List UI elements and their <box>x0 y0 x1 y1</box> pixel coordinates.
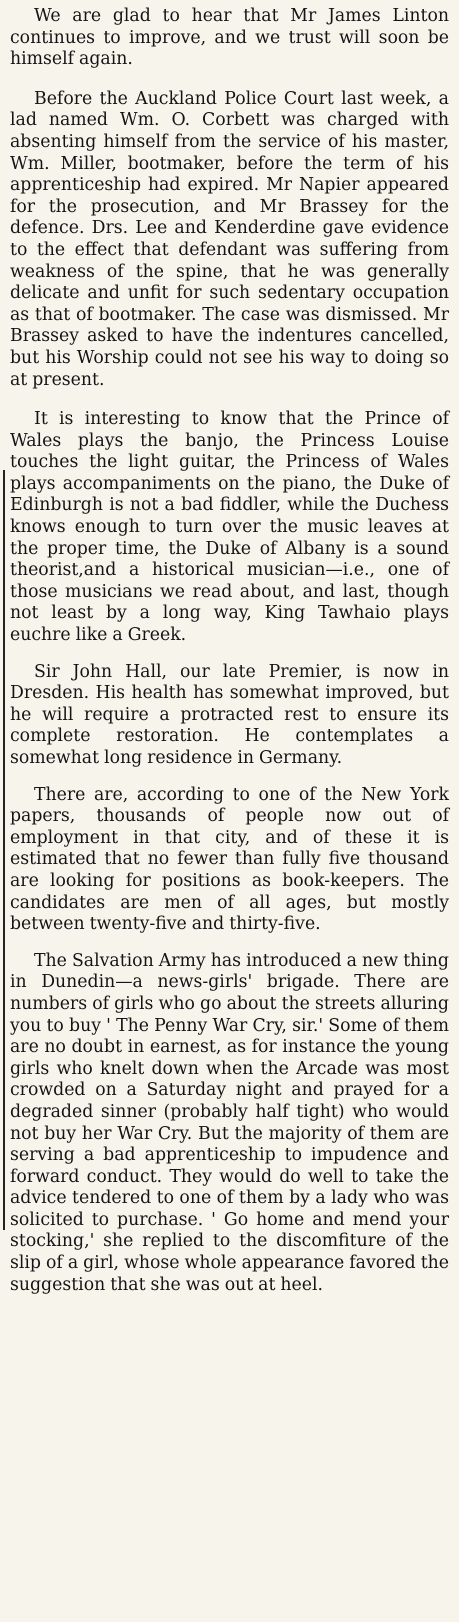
column-rule <box>3 470 5 1230</box>
paragraph-new-york: There are, according to one of the New York papers, thousands of people now out of employment in that city, and of these it is estimated that no fewer than fully five thousand are looking for positions as book-keepers. The candidates are men of all ages, but mostly between twenty-five and thirty-five. <box>10 784 449 935</box>
paragraph-john-hall: Sir John Hall, our late Premier, is now in Dresden. His health has somewhat improved, but he will require a protracted rest to ensure its complete restoration. He contemplates a somewhat long residence in Germany. <box>10 661 449 768</box>
paragraph-linton: We are glad to hear that Mr James Linton continues to improve, and we trust will soon be himself again. <box>10 6 449 70</box>
paragraph-police-court: Before the Auckland Police Court last week, a lad named Wm. O. Corbett was charged with absenting himself from the service of his master, Wm. Miller, bootmaker, before the term of his apprenticeship had expired. Mr Napier appeared for the prosecution, and Mr Brassey for the defence. Drs. Lee and Kenderdine gave evidence to the effect that defendant was suffering from weakness of the spine, that he was generally delicate and unfit for such sedentary occupation as that of bootmaker. The case was dismissed. Mr Brassey asked to have the indentures cancelled, but his Worship could not see his way to doing so at present. <box>10 88 449 390</box>
paragraph-royal-musicians: It is interesting to know that the Prince of Wales plays the banjo, the Princess Louise touches the light guitar, the Princess of Wales plays accompaniments on the piano, the Duke of Edinburgh is not a bad fiddler, while the Duchess knows enough to turn over the music leaves at the proper time, the Duke of Albany is a sound theorist,and a historical musician—i.e., one of those musicians we read about, and last, though not least by a long way, King Tawhaio plays euchre like a Greek. <box>10 409 449 646</box>
paragraph-salvation-army: The Salvation Army has introduced a new thing in Dunedin—a news-girls' brigade. There are numbers of girls who go about the streets alluring you to buy ' The Penny War Cry, sir.' Some of them are no doubt in earnest, as for instance the young girls who knelt down when the Arcade was most crowded on a Saturday night and prayed for a degraded sinner (probably half tight) who would not buy her War Cry. But the majority of them are serving a bad apprenticeship to impudence and forward conduct. They would do well to take the advice tendered to one of them by a lady who was solicited to purchase. ' Go home and mend your stocking,' she replied to the discomfiture of the slip of a girl, whose whole appearance favored the suggestion that she was out at heel. <box>10 950 449 1295</box>
